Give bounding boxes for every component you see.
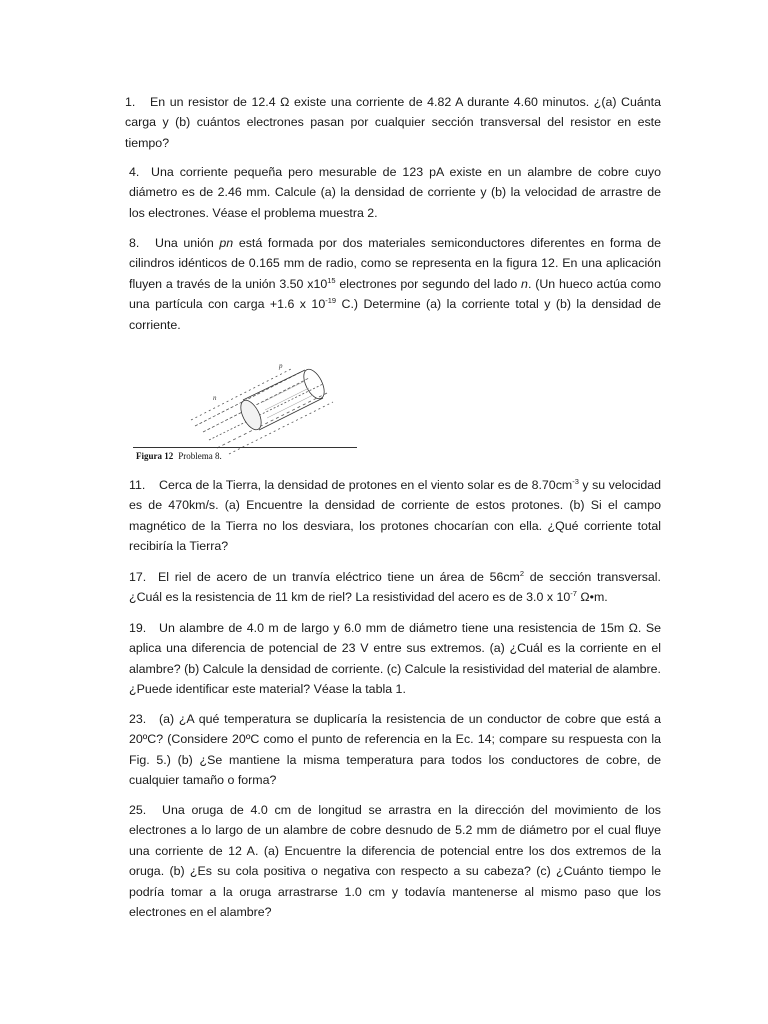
problem-number: 17. bbox=[129, 570, 147, 584]
problem-text: y su velocidad es de 470km/s. (a) Encuentre la densidad de corriente de estos protones. (b) Si el campo magnético de la Tierra no los desviara, los protones chocarían con ella. ¿Qué corriente total recibiría la Tierra? bbox=[129, 478, 661, 554]
problem-text: . (Un hueco actúa como una partícula con carga +1.6 x 10 bbox=[129, 276, 661, 312]
problem-8 bbox=[129, 233, 661, 335]
problem-19 bbox=[129, 618, 661, 700]
problem-text: Una oruga de 4.0 cm de longitud se arrastra en la dirección del movimiento de los electrones a lo largo de un alambre de cobre desnudo de 5.2 mm de diámetro por el cual fluye una corriente de 12 A. (a) Encuentre la diferencia de potencial entre los dos extremos de la oruga. (b) ¿Es su cola positiva o negativa con respecto a su cabeza? (c) ¿Cuánto tiempo le podría tomar a la oruga arrastrarse 1.0 cm y todavía mantenerse al mismo paso que los electrones en el alambre? bbox=[129, 803, 661, 920]
problem-text: El riel de acero de un tranvía eléctrico tiene un área de 56cm bbox=[158, 570, 520, 584]
superscript: 15 bbox=[327, 275, 336, 285]
problem-text: Ω•m. bbox=[576, 590, 608, 605]
problem-4 bbox=[129, 162, 661, 223]
problem-number: 11. bbox=[129, 478, 146, 492]
problem-23 bbox=[129, 709, 661, 791]
figure-caption-text: Problema 8. bbox=[178, 451, 222, 461]
problem-text: En un resistor de 12.4 Ω existe una corriente de 4.82 A durante 4.60 minutos. ¿(a) Cuánta carga y (b) cuántos electrones pasan por cualquier sección transversal del resistor en este tiempo? bbox=[125, 95, 661, 150]
problem-text-italic: pn bbox=[219, 236, 234, 250]
problem-text: de sección transversal. ¿Cuál es la resistencia de 11 km de riel? La resistividad del acero es de 3.0 x 10 bbox=[129, 570, 661, 605]
problem-text: está formada por dos materiales semiconductores diferentes en forma de cilindros idénticos de 0.165 mm de radio, como se representa en la figura 12. En una aplicación fluyen a través de la unión 3.50 x10 bbox=[129, 236, 662, 291]
figure-label: Figura 12 bbox=[136, 451, 174, 461]
problem-text: electrones por segundo del lado bbox=[335, 276, 522, 291]
problem-number: 23. bbox=[129, 712, 147, 726]
problem-number: 19. bbox=[129, 621, 147, 635]
superscript: 2 bbox=[519, 569, 525, 578]
problem-17 bbox=[129, 567, 661, 608]
figure-label-p: p bbox=[279, 362, 283, 370]
problem-number: 8. bbox=[129, 236, 140, 250]
problem-number: 25. bbox=[129, 803, 147, 817]
superscript: -19 bbox=[325, 296, 337, 306]
problem-text: (a) ¿A qué temperatura se duplicaría la resistencia de un conductor de cobre que está a 20ºC? (Considere 20ºC como el punto de referencia en la Ec. 14; compare su respuesta con la Fig. 5.) (b) ¿Se mantiene la misma temperatura para todos los conductores de cobre, de cualquier tamaño o forma? bbox=[129, 712, 661, 788]
figure-label-n: n bbox=[213, 394, 217, 402]
problem-text: Una corriente pequeña pero mesurable de 123 pA existe en un alambre de cobre cuyo diámetro es de 2.46 mm. Calcule (a) la densidad de corriente y (b) la velocidad de arrastre de los electrones. Véase el problema muestra 2. bbox=[129, 165, 661, 220]
figure-caption bbox=[136, 451, 222, 461]
problem-text: Cerca de la Tierra, la densidad de protones en el viento solar es de 8.70cm bbox=[159, 478, 573, 492]
problem-text: Un alambre de 4.0 m de largo y 6.0 mm de diámetro tiene una resistencia de 15m Ω. Se aplica una diferencia de potencial de 23 V entre sus extremos. (a) ¿Cuál es la corriente en el alambre? (b) Calcule la densidad de corriente. (c) Calcule la resistividad del material de alambre. ¿Puede identificar este material? Véase la tabla 1. bbox=[129, 621, 661, 697]
problem-number: 1. bbox=[125, 95, 136, 109]
problem-1 bbox=[125, 92, 661, 153]
problem-11 bbox=[129, 475, 661, 557]
problem-25 bbox=[129, 800, 661, 922]
problem-text: C.) Determine (a) la corriente total y (b) la densidad de corriente. bbox=[129, 297, 661, 332]
superscript: -7 bbox=[570, 589, 577, 599]
problem-number: 4. bbox=[129, 165, 140, 179]
problem-text-italic: n bbox=[521, 276, 528, 291]
problem-text: Una unión bbox=[155, 236, 220, 250]
figure-rule bbox=[133, 447, 357, 448]
superscript: -3 bbox=[572, 477, 579, 486]
